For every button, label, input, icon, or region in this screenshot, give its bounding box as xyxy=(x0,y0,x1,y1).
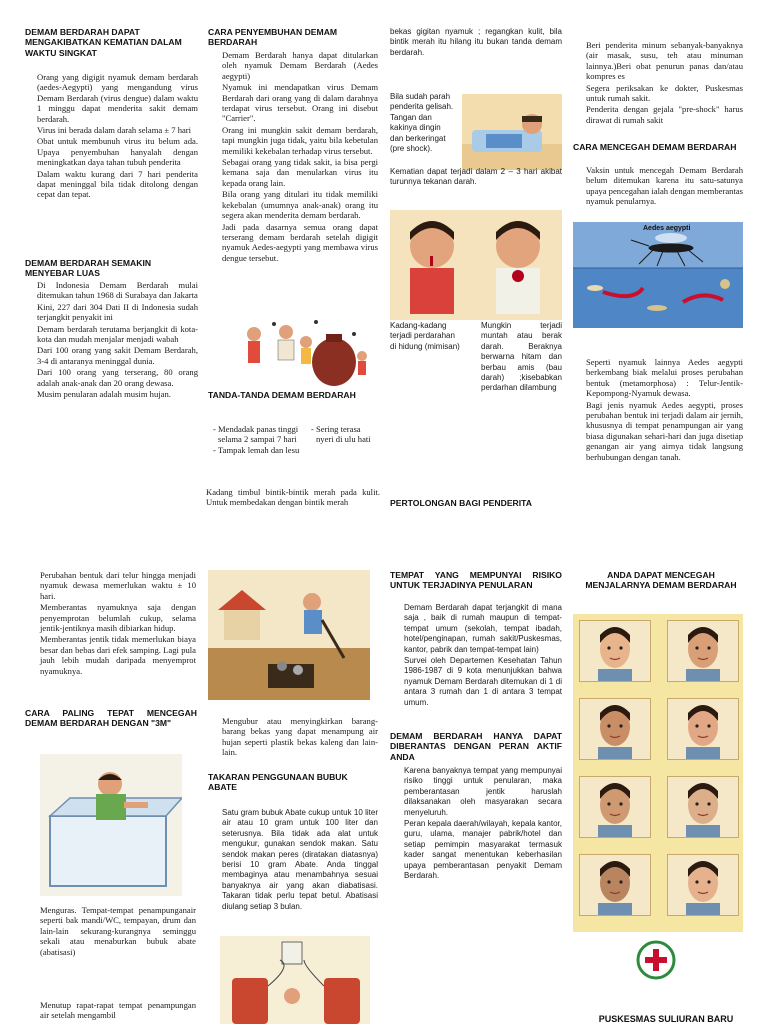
heading-3m: CARA PALING TEPAT MENCEGAH DEMAM BERDARAH DENGAN "3M" xyxy=(25,708,197,729)
face-tile xyxy=(667,698,739,760)
heading-prevent: CARA MENCEGAH DEMAM BERDARAH xyxy=(573,142,737,152)
carrier-illustration xyxy=(234,314,374,390)
heading-signs: TANDA-TANDA DEMAM BERDARAH xyxy=(208,390,356,400)
face-tile xyxy=(579,854,651,916)
face-tile xyxy=(667,854,739,916)
heading-active-role: DEMAM BERDARAH HANYA DAPAT DIBERANTAS DENGAN PERAN AKTIF ANDA xyxy=(390,731,562,762)
patient-illustration xyxy=(462,94,562,170)
paragraph: Di Indonesia Demam Berdarah mulai ditemukan tahun 1968 di Surabaya dan Jakarta xyxy=(37,280,198,301)
paragraph: Bila sudah parah penderita gelisah. Tangan dan kakinya dingin dan berkeringat (pre shock). xyxy=(390,92,454,154)
col3-text-b xyxy=(390,92,456,155)
paragraph: Memberantas jentik tidak memerlukan biaya besar dan bebas dari efek samping. Lagi pula jauh lebih mudah daripada menyemprot nyamuknya. xyxy=(40,634,196,676)
abate-barrels-illustration xyxy=(220,936,370,1024)
paragraph: Demam Berdarah hanya dapat ditularkan oleh nyamuk Demam Berdarah (Aedes aegypti) xyxy=(222,50,378,81)
paragraph: Demam Berdarah dapat terjangkit di mana saja , baik di rumah maupun di tempat-tempat umum (sekolah, tempat ibadah, hotel/penginapan, rumah sakit/Puskesmas, kantor, pabrik dan tempat-tempat lain) xyxy=(404,603,562,654)
sign-item: - Tampak lemah dan lesu xyxy=(218,445,301,455)
col3-text-c xyxy=(390,167,562,189)
paragraph: Penderita dengan gejala "pre-shock" harus dirawat di rumah sakit xyxy=(586,104,743,125)
paragraph: Kematian dapat terjadi dalam 2 – 3 hari akibat turunnya tekanan darah. xyxy=(390,167,562,187)
health-logo xyxy=(636,940,676,980)
paragraph: Orang yang digigit nyamuk demam berdarah (aedes-Aegypti) yang mengandung virus Demam Berdarah (virus dengue) dalam waktu 1 minggu dapat menderita sakit demam berdarah. xyxy=(37,72,198,124)
paragraph: Segera periksakan ke dokter, Puskesmas untuk rumah sakit. xyxy=(586,82,743,104)
face-tile xyxy=(579,620,651,682)
paragraph: Dari 100 orang yang sakit Demam Berdarah, 3-4 di antaranya meninggal dunia. xyxy=(37,345,198,366)
paragraph: Demam berdarah terutama berjangkit di kota-kota dan mudah menjalar menjadi wabah xyxy=(37,323,198,345)
mosquito-label: Aedes aegypti xyxy=(643,225,691,232)
col3-text-a xyxy=(390,27,562,59)
paragraph: Kadang-kadang terjadi perdarahan di hidung (mimisan) xyxy=(390,321,460,351)
mosquito-lifecycle-illustration xyxy=(573,222,743,328)
col2-text-a xyxy=(222,50,378,264)
paragraph: Nyamuk ini mendapatkan virus Demam Berdarah dari orang yang di dalam darahnya terdapat virus tersebut. Orang ini disebut "Carrier". xyxy=(222,82,378,124)
col4-text-b xyxy=(586,165,743,208)
paragraph: Survei oleh Departemen Kesehatan Tahun 1986-1987 di 9 kota menunjukkan bahwa nyamuk Demam Berdarah ditemukan di 1 di antara 3 rumah dan 1 di antara 3 tempat umum. xyxy=(404,656,562,707)
paragraph: Dalam waktu kurang dari 7 hari penderita dapat meninggal bila tidak ditolong dengan cepat dan tepat. xyxy=(37,168,198,200)
paragraph: Perubahan bentuk dari telur hingga menjadi nyamuk dewasa memerlukan waktu ± 10 hari. xyxy=(40,570,196,601)
col5-text-a xyxy=(40,570,196,677)
col1-text-b xyxy=(37,280,198,400)
col6-text-a xyxy=(222,716,378,759)
footer-puskesmas: PUSKESMAS SULIURAN BARU xyxy=(598,1014,734,1024)
paragraph: Virus ini berada dalam darah selama ± 7 hari xyxy=(37,125,192,136)
signs-list-left xyxy=(206,424,301,455)
heading-cure: CARA PENYEMBUHAN DEMAM BERDARAH xyxy=(208,27,338,48)
face-tile xyxy=(579,776,651,838)
paragraph: Mengubur atau menyingkirkan barang-barang bekas yang dapat menampung air hujan seperti plastik bekas kaleng dan lain-lain. xyxy=(222,716,378,758)
heading-spread: DEMAM BERDARAH SEMAKIN MENYEBAR LUAS xyxy=(25,258,152,279)
paragraph: Menutup rapat-rapat tempat penampungan air setelah mengambil xyxy=(40,1000,196,1021)
paragraph: Satu gram bubuk Abate cukup untuk 10 liter air atau 10 gram untuk 100 liter dan seterusnya. Bila tidak ada alat untuk mengukur, gunakan sendok makan. Satu sendok makan peres (diratakan diatasnya) berisi 10 gram Abate. Anda tinggal membaginya atau menambahnya sesuai banyaknya air yang akan diabatisasi. Takaran tidak perlu tepat betul. Abatisasi diulang setiap 3 bulan. xyxy=(222,808,378,911)
sign-item: - Mendadak panas tinggi selama 2 sampai 7 hari xyxy=(218,424,301,445)
paragraph: Memberantas nyamuknya saja dengan penyemprotan belumlah cukup, selama jentik-jentiknya masih dibiarkan hidup. xyxy=(40,602,196,634)
burying-cans-illustration xyxy=(208,570,370,700)
heading-risk-places: TEMPAT YANG MEMPUNYAI RISIKO UNTUK TERJADINYA PENULARAN xyxy=(390,570,562,591)
paragraph: Karena banyaknya tempat yang mempunyai risiko tinggi untuk penularan, maka pemberantasan jentik haruslah dilaksanakan oleh masyarakan secara menyeluruh. xyxy=(404,766,562,817)
face-tile xyxy=(667,620,739,682)
paragraph: Sebagai orang yang tidak sakit, ia bisa pergi kemana saja dan menularkan virus itu kepada orang lain. xyxy=(222,157,378,188)
heading-help: PERTOLONGAN BAGI PENDERITA xyxy=(390,498,532,508)
paragraph: Kadang timbul bintik-bintik merah pada kulit. Untuk membedakan dengan bintik merah xyxy=(206,487,380,508)
paragraph: Beri penderita minum sebanyak-banyaknya (air masak, susu, teh atau minuman lainnya.)Beri obat penurun panas dan/atau kompres es xyxy=(586,40,743,82)
paragraph: Dari 100 orang yang terserang, 80 orang adalah anak-anak dan 20 orang dewasa. xyxy=(37,367,198,388)
draining-tub-illustration xyxy=(40,754,182,896)
paragraph: Musim penularan adalah musim hujan. xyxy=(37,389,171,400)
heading-abate: TAKARAN PENGGUNAAN BUBUK ABATE xyxy=(208,772,348,793)
col7-text-a xyxy=(404,603,562,709)
col4-text-a xyxy=(586,40,743,126)
bleeding-children-illustration xyxy=(390,210,562,320)
face-tile xyxy=(667,776,739,838)
col5-text-c xyxy=(40,1000,196,1022)
heading-fatal: DEMAM BERDARAH DAPAT MENGAKIBATKAN KEMATIAN DALAM WAKTU SINGKAT xyxy=(25,27,182,58)
paragraph: Bagi jenis nyamuk Aedes aegypti, proses perubahan bentuk ini terjadi dalam air jernih, khususnya di tempat penampungan air yang biasa digunakan sehari-hari dan juga disetiap genangan air yang airnya tidak langsung berhubungan dengan tanah. xyxy=(586,399,743,462)
paragraph: Seperti nyamuk lainnya Aedes aegypti berkembang biak melalui proses perubahan bentuk (metamorphosa) : Telur-Jentik-Kepompong-Nyamuk dewasa. xyxy=(586,357,743,399)
paragraph: Obat untuk membunuh virus itu belum ada. Upaya penyembuhan hanyalah dengan meningkatkan daya tahan tubuh penderita xyxy=(37,136,198,168)
paragraph: bekas gigitan nyamuk ; regangkan kulit, bila bintik merah itu hilang itu bukan tanda demam berdarah. xyxy=(390,27,562,57)
col6-text-b xyxy=(222,808,378,913)
col2-text-b xyxy=(206,487,380,509)
paragraph: Orang ini mungkin sakit demam berdarah, tapi mungkin juga tidak, yaitu bila kebetulan memiliki kekebalan terhadap virus tersebut. xyxy=(222,124,378,156)
col7-text-b xyxy=(404,766,562,882)
col3-text-d xyxy=(390,321,460,353)
col5-text-b xyxy=(40,905,196,958)
faces-grid xyxy=(573,614,743,932)
sign-item: - Sering terasa nyeri di ulu hati xyxy=(316,424,378,445)
paragraph: Mungkin terjadi muntah atau berak darah. Beraknya berwarna hitam dan berbau amis (bau darah) ;kisebabkan perdarhan dilambung xyxy=(481,321,562,393)
paragraph: Jadi pada dasarnya semua orang dapat terserang demam berdarah setelah digigit nyamuk Aedes-aegypti yang membawa virus dengue tersebut. xyxy=(222,221,378,263)
paragraph: Vaksin untuk mencegah Demam Berdarah belum ditemukan karena itu satu-satunya upaya pencegahan ialah dengan memberantas nyamuk penularnya. xyxy=(586,165,743,207)
paragraph: Kini, 227 dari 304 Dati II di Indonesia sudah terjangkit penyakit ini xyxy=(37,301,198,323)
col3-text-e xyxy=(481,321,562,395)
col1-text-a xyxy=(37,72,198,201)
face-tile xyxy=(579,698,651,760)
paragraph: Bila orang yang ditulari itu tidak memiliki kekebalan (umumnya anak-anak) orang itu segera akan menderita demam berdarah. xyxy=(222,189,378,221)
paragraph: Menguras. Tempat-tempat penampunganair seperti bak mandi/WC, tempayan, drum dan lain-lain sekurang-kurangnya seminggu sekali atau menaburkan bubuk abate (abatisasi) xyxy=(40,905,196,957)
col4-text-c xyxy=(586,357,743,463)
paragraph: Peran kepala daerah/wilayah, kepala kantor, guru, ulama, manajer pabrik/hotel dan setiap pemimpin masyarakat termasuk kader sangat menentukan keberhasilan upaya pemberantasan penyakit Demam Berdarah. xyxy=(404,819,562,881)
heading-you-can-prevent: ANDA DAPAT MENCEGAH MENJALARNYA DEMAM BERDARAH xyxy=(585,570,737,591)
signs-list-right xyxy=(304,424,378,445)
